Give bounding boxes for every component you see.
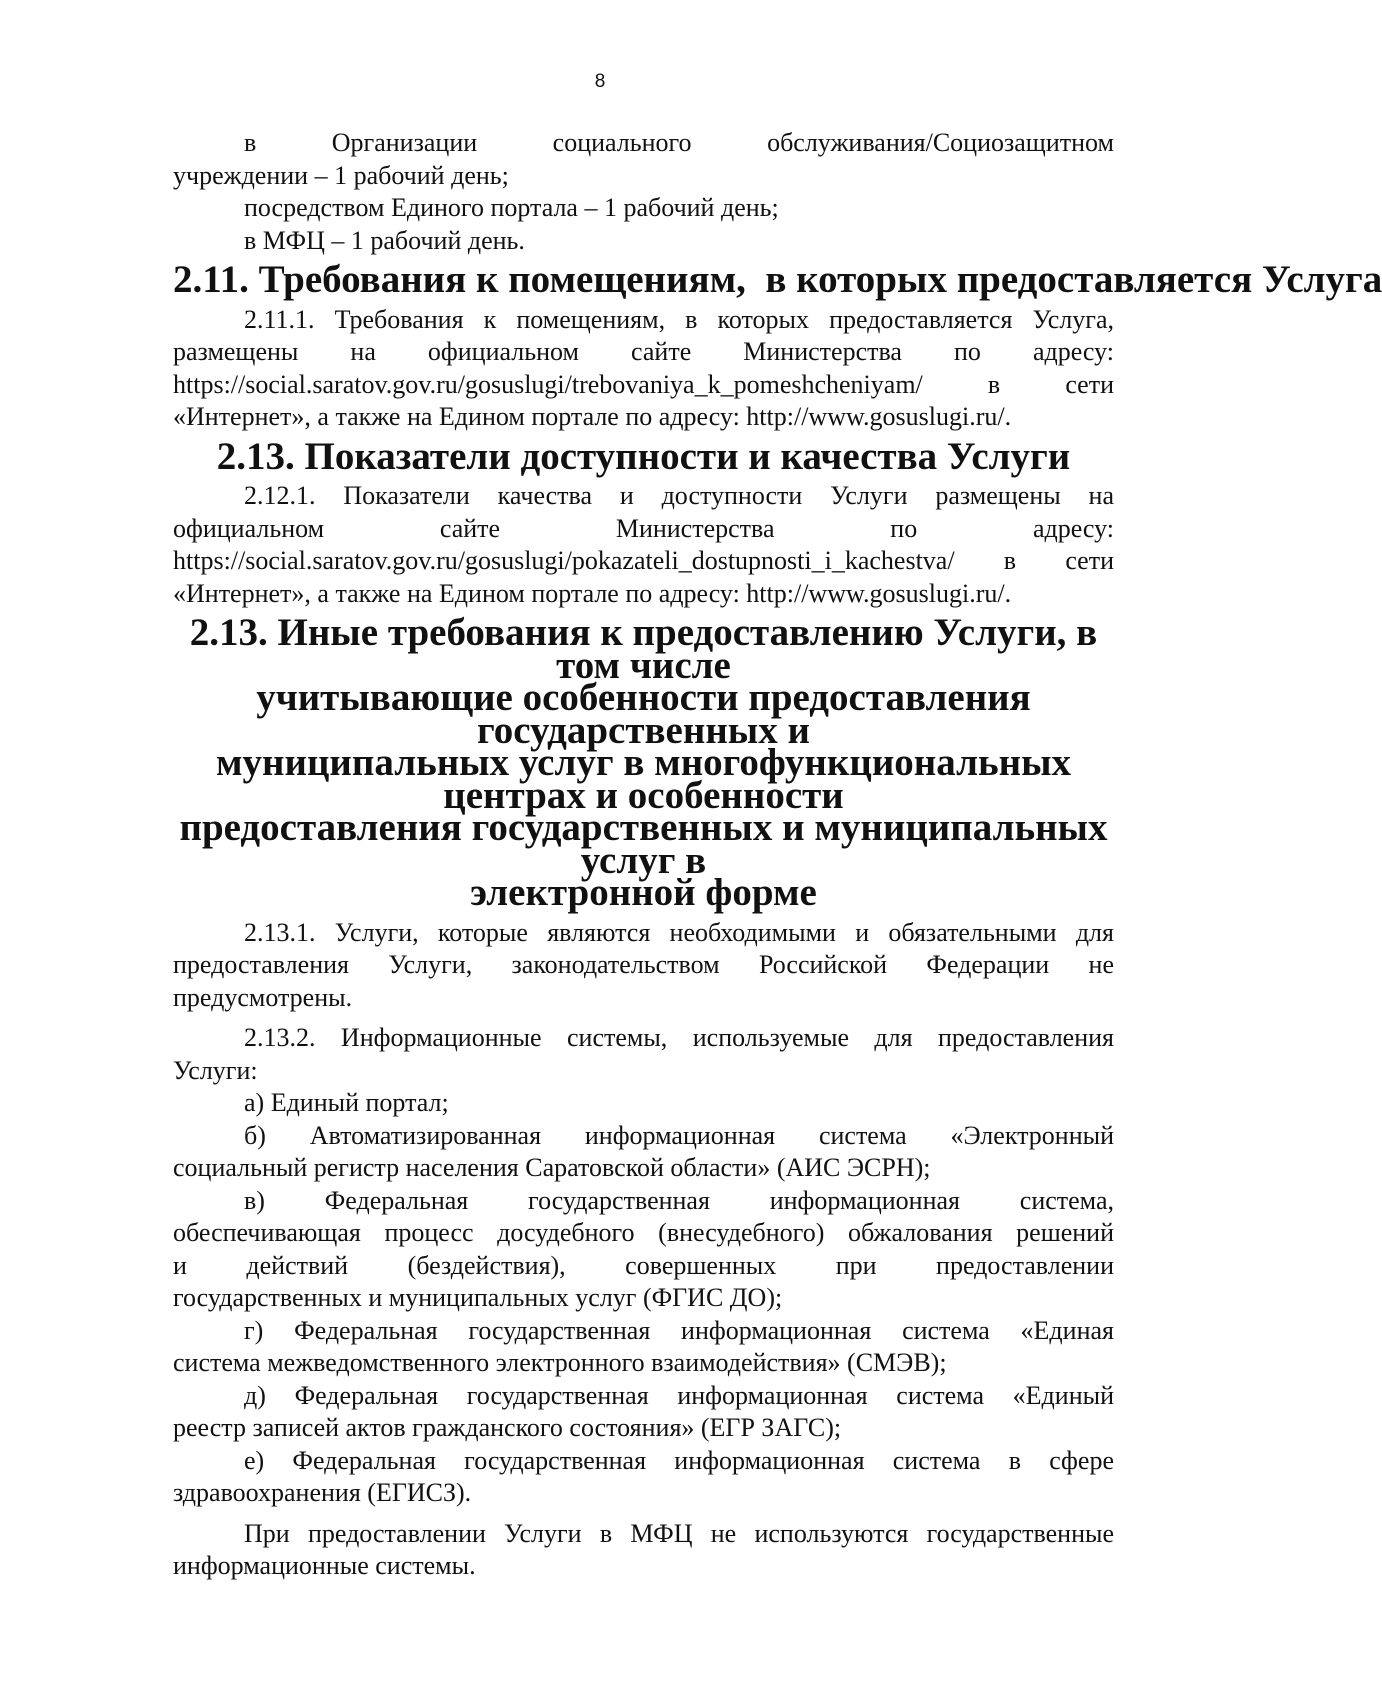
heading-line: электронной форме [470,871,817,914]
intro-line-3: посредством Единого портала – 1 рабочий день; [244,193,779,222]
closing-paragraph [173,1518,1114,1583]
text-line: При предоставлении Услуги в МФЦ не используются государственные [244,1518,1114,1548]
page-number: 8 [594,71,606,92]
text-line: здравоохранения (ЕГИСЗ). [173,1478,472,1507]
paragraph-2-13-2 [173,1022,1114,1510]
text-line: размещены на официальном сайте Министерства по адресу: [173,337,1114,366]
intro-paragraph [173,127,1114,257]
intro-word: в [244,128,257,157]
heading-line: 2.13. Иные требования к предоставлению Услуги, в том числе [189,611,1098,687]
text-line: 2.13.2. Информационные системы, используемые для предоставления [244,1023,1114,1052]
link-line-indicators: https://social.saratov.gov.ru/gosuslugi/pokazateli_dostupnosti_i_kachestva/ в сети [173,546,1114,575]
text-line: 2.12.1. Показатели качества и доступности Услуги размещены на [244,481,1114,510]
paragraph-2-12-1 [173,480,1114,610]
section-heading-2-11 [173,258,1382,301]
intro-word: обслуживания/Социозащитном [767,128,1114,157]
document-body [173,127,1382,1583]
intro-line-2: учреждении – 1 рабочий день; [173,160,509,190]
section-heading-2-12 [173,434,1114,478]
list-item-e: е) Федеральная государственная информационная система в сфере [244,1445,1114,1475]
text-line: предоставления Услуги, законодательством Российской Федерации не [173,950,1114,979]
heading-line: учитывающие особенности предоставления государственных и [256,676,1031,752]
section-heading-2-13 [173,611,1114,914]
intro-word: Организации [331,128,478,157]
text-line: и действий (бездействия), совершенных при предоставлении [173,1250,1114,1280]
list-item-a: а) Единый портал; [244,1088,449,1117]
intro-line-1 [173,127,1114,160]
text-line: официальном сайте Министерства по адресу: [173,513,1114,543]
list-item-v: в) Федеральная государственная информационная система, [244,1185,1114,1215]
text-line: Услуги: [173,1055,258,1085]
list-item-g: г) Федеральная государственная информационная система «Единая [244,1315,1114,1345]
text-line: «Интернет», а также на Едином портале по адресу: http://www.gosuslugi.ru/. [173,402,1012,431]
text-line: государственных и муниципальных услуг (ФГИС ДО); [173,1283,783,1312]
text-line: предусмотрены. [173,982,353,1012]
text-line: система межведомственного электронного взаимодействия» (СМЭВ); [173,1348,947,1377]
heading-line: 2.13. Показатели доступности и качества Услуги [216,434,1071,478]
intro-line-4: в МФЦ – 1 рабочий день. [244,225,525,255]
text-line: 2.11.1. Требования к помещениям, в которых предоставляется Услуга, [244,304,1114,334]
heading-line: муниципальных услуг в многофункциональных центрах и особенности [215,741,1072,817]
text-line: социальный регистр населения Саратовской области» (АИС ЭСРН); [173,1153,931,1182]
text-line: «Интернет», а также на Едином портале по адресу: http://www.gosuslugi.ru/. [173,578,1012,608]
link-line-requirements: https://social.saratov.gov.ru/gosuslugi/trebovaniya_k_pomeshcheniyam/ в сети [173,369,1114,399]
text-line: обеспечивающая процесс досудебного (внесудебного) обжалования решений [173,1218,1114,1247]
intro-word: социального [552,128,692,157]
text-line: реестр записей актов гражданского состояния» (ЕГР ЗАГС); [173,1413,842,1442]
paragraph-2-13-1 [173,917,1114,1015]
heading-line: предоставления государственных и муниципальных услуг в [179,806,1108,882]
list-item-d: д) Федеральная государственная информационная система «Единый [244,1380,1114,1410]
heading-line: 2.11. Требования к помещениям, в которых предоставляется Услуга [173,258,1382,301]
list-item-b: б) Автоматизированная информационная система «Электронный [244,1120,1114,1150]
paragraph-2-11-1 [173,304,1114,434]
text-line: информационные системы. [173,1551,476,1580]
text-line: 2.13.1. Услуги, которые являются необходимыми и обязательными для [244,917,1114,947]
